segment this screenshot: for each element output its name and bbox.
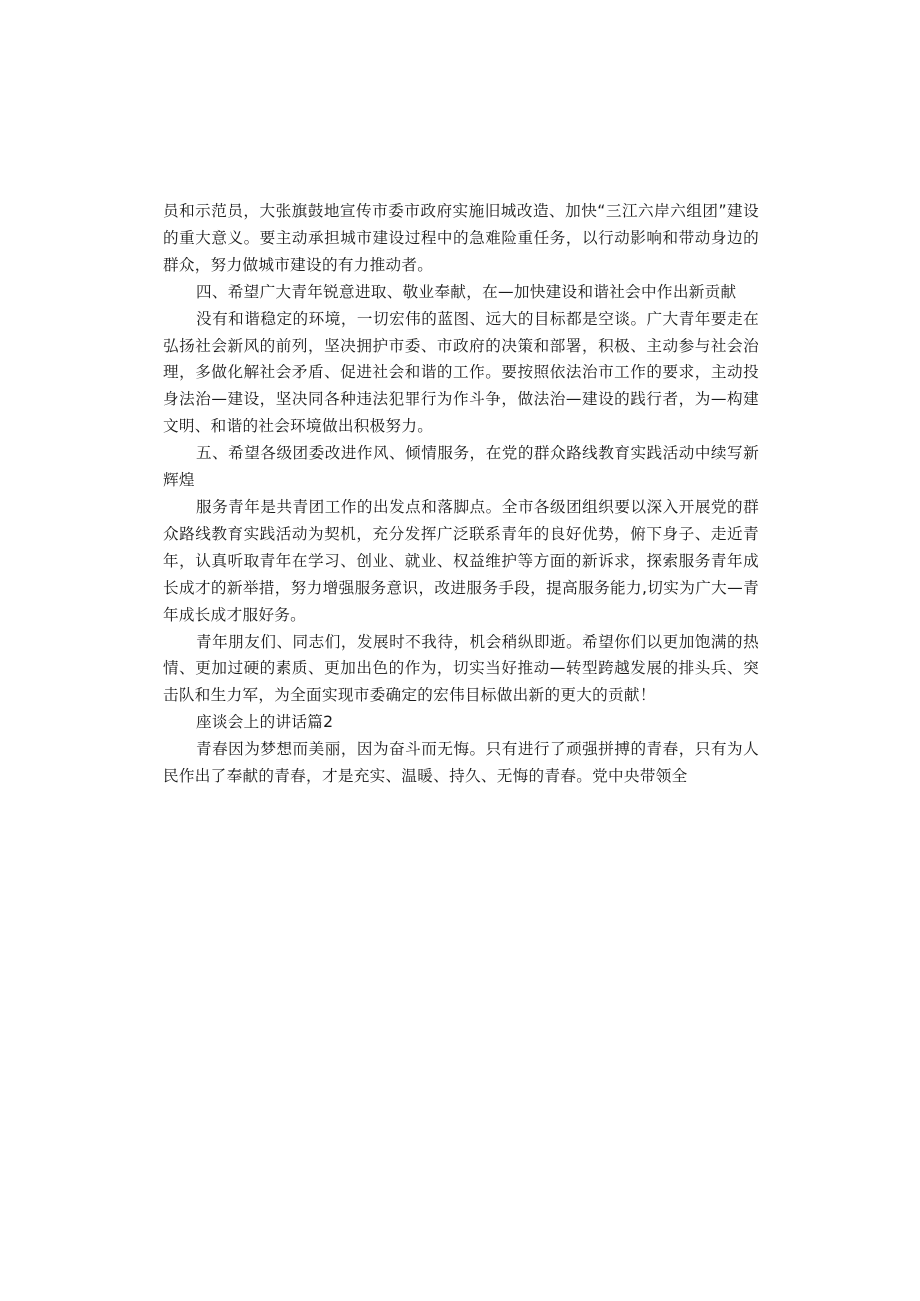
paragraph-body: 青年朋友们、同志们，发展时不我待，机会稍纵即逝。希望你们以更加饱满的热情、更加过硬的素质、更加出色的作为，切实当好推动—转型跨越发展的排头兵、突击队和生力军，为全面实现市委确定的宏伟目标做出新的更大的贡献！ xyxy=(163,632,759,705)
section-heading-five: 五、希望各级团委改进作风、倾情服务，在党的群众路线教育实践活动中续写新辉煌 xyxy=(163,444,759,490)
speech-title: 座谈会上的讲话篇2 xyxy=(196,713,334,732)
document-page xyxy=(163,198,759,790)
paragraph-body: 没有和谐稳定的环境，一切宏伟的蓝图、远大的目标都是空谈。广大青年要走在弘扬社会新风的前列，坚决拥护市委、市政府的决策和部署，积极、主动参与社会治理，多做化解社会矛盾、促进社会和谐的工作。要按照依法治市工作的要求，主动投身法治—建设，坚决同各种违法犯罪行为作斗争，做法治—建设的践行者，为—构建文明、和谐的社会环境做出积极努力。 xyxy=(163,309,759,436)
section-heading-four: 四、希望广大青年锐意进取、敬业奉献，在—加快建设和谐社会中作出新贡献 xyxy=(196,282,737,301)
paragraph-body: 青春因为梦想而美丽，因为奋斗而无悔。只有进行了顽强拼搏的青春，只有为人民作出了奉献的青春，才是充实、温暖、持久、无悔的青春。党中央带领全 xyxy=(163,740,759,786)
paragraph-body: 服务青年是共青团工作的出发点和落脚点。全市各级团组织要以深入开展党的群众路线教育实践活动为契机，充分发挥广泛联系青年的良好优势，俯下身子、走近青年，认真听取青年在学习、创业、就业、权益维护等方面的新诉求，探索服务青年成长成才的新举措，努力增强服务意识，改进服务手段，提高服务能力,切实为广大—青年成长成才服好务。 xyxy=(163,497,759,624)
paragraph-continuation: 员和示范员，大张旗鼓地宣传市委市政府实施旧城改造、加快“三江六岸六组团”建设的重大意义。要主动承担城市建设过程中的急难险重任务，以行动影响和带动身边的群众，努力做城市建设的有力推动者。 xyxy=(163,202,759,274)
